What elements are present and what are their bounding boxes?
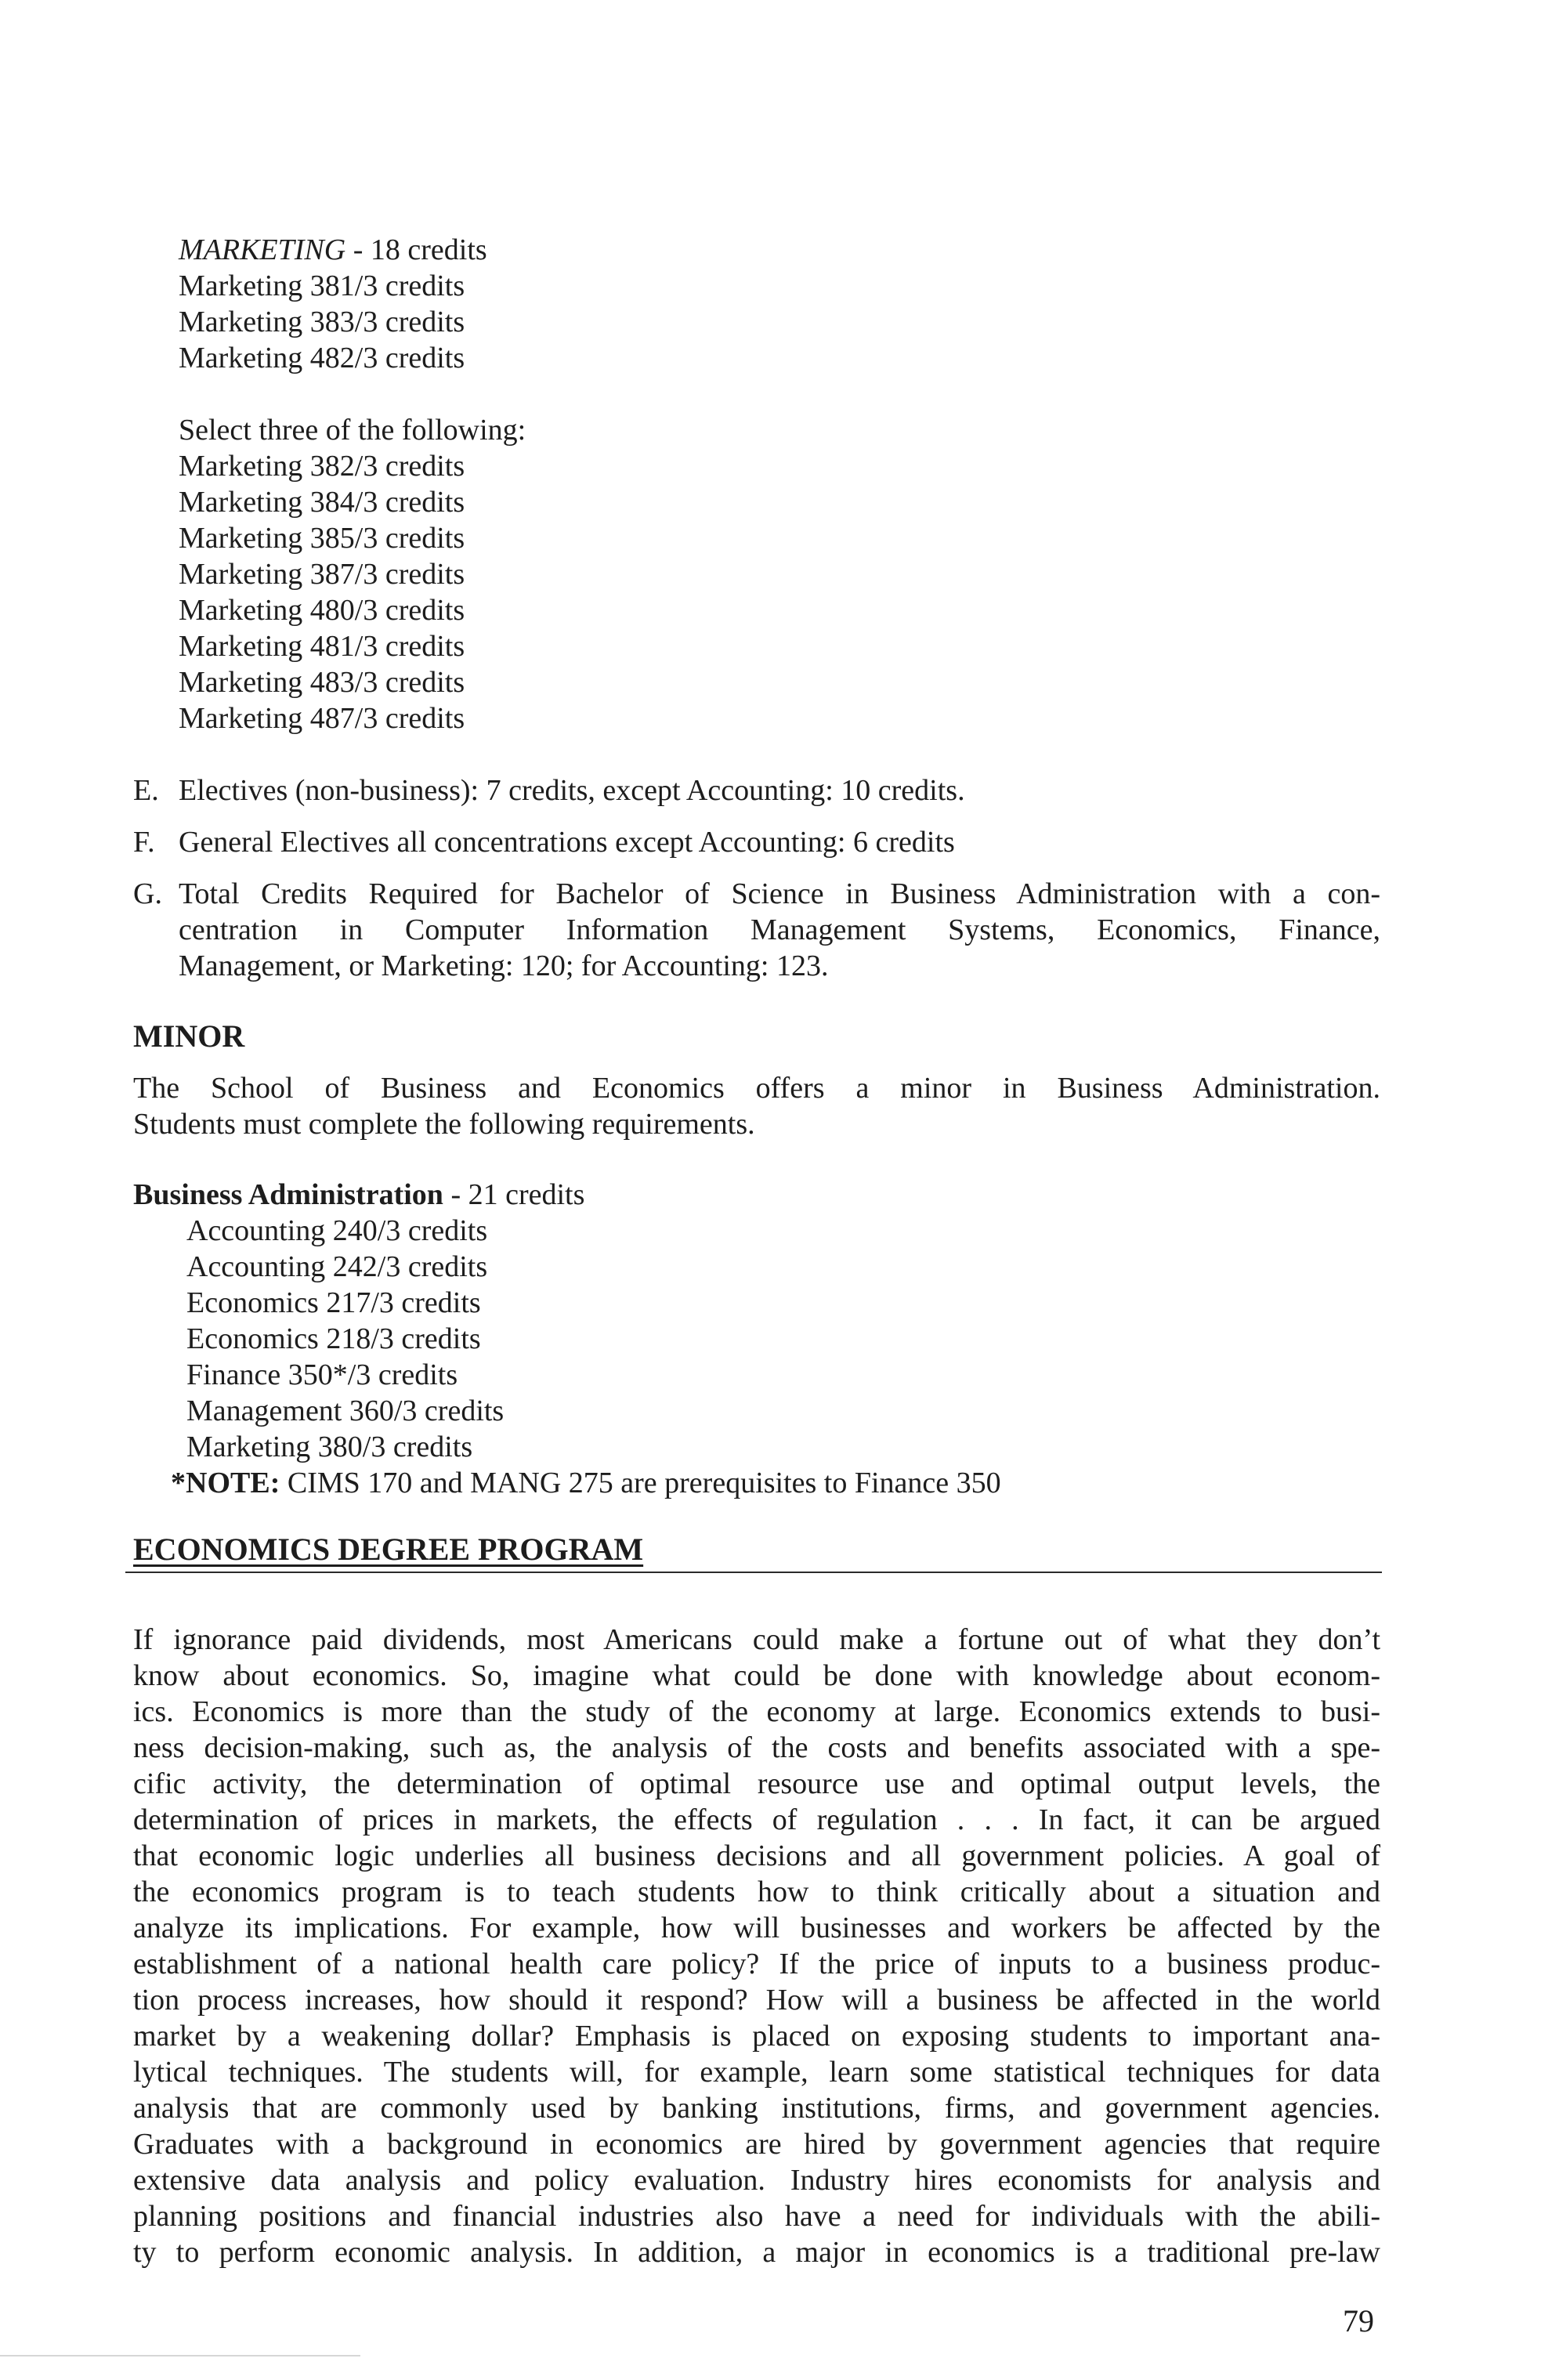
economics-paragraph-line: market by a weakening dollar? Emphasis is placed on exposing students to important ana- bbox=[133, 2020, 1380, 2053]
economics-paragraph-line: If ignorance paid dividends, most Americans could make a fortune out of what they don’t bbox=[133, 1623, 1380, 1656]
minor-course: Accounting 242/3 credits bbox=[186, 1250, 488, 1283]
business-admin-heading-line bbox=[133, 1177, 584, 1213]
minor-note-text: CIMS 170 and MANG 275 are prerequisites to Finance 350 bbox=[280, 1467, 1001, 1499]
marketing-heading: MARKETING bbox=[179, 233, 346, 266]
economics-paragraph-line: ness decision-making, such as, the analysis of the costs and benefits associated with a spe- bbox=[133, 1731, 1380, 1764]
marketing-heading-line bbox=[179, 232, 487, 268]
requirement-e-letter: E. bbox=[133, 774, 159, 807]
economics-paragraph-line: determination of prices in markets, the effects of regulation . . . In fact, it can be argued bbox=[133, 1803, 1380, 1836]
marketing-elective-course: Marketing 481/3 credits bbox=[179, 630, 465, 663]
requirement-f-letter: F. bbox=[133, 826, 155, 859]
minor-course: Economics 217/3 credits bbox=[186, 1286, 481, 1319]
marketing-elective-course: Marketing 382/3 credits bbox=[179, 450, 465, 483]
minor-course: Economics 218/3 credits bbox=[186, 1322, 481, 1355]
marketing-elective-course: Marketing 483/3 credits bbox=[179, 666, 465, 699]
business-admin-credits: - 21 credits bbox=[443, 1178, 585, 1211]
requirement-g-line: Management, or Marketing: 120; for Accounting: 123. bbox=[179, 949, 829, 982]
economics-paragraph-line: the economics program is to teach students how to think critically about a situation and bbox=[133, 1875, 1380, 1908]
requirement-e-text: Electives (non-business): 7 credits, except Accounting: 10 credits. bbox=[179, 774, 965, 807]
economics-paragraph-line: analyze its implications. For example, how will businesses and workers be affected by the bbox=[133, 1912, 1380, 1944]
marketing-credits: - 18 credits bbox=[345, 233, 487, 266]
minor-course: Management 360/3 credits bbox=[186, 1394, 505, 1427]
economics-paragraph-line: lytical techniques. The students will, for example, learn some statistical techniques for data bbox=[133, 2056, 1380, 2089]
scan-edge-mark bbox=[0, 2355, 360, 2356]
minor-heading: MINOR bbox=[133, 1018, 245, 1054]
page-number: 79 bbox=[1343, 2303, 1374, 2338]
marketing-elective-course: Marketing 384/3 credits bbox=[179, 486, 465, 519]
marketing-required-course: Marketing 383/3 credits bbox=[179, 306, 465, 338]
section-divider bbox=[125, 1572, 1382, 1573]
economics-paragraph-line: cific activity, the determination of optimal resource use and optimal output levels, the bbox=[133, 1767, 1380, 1800]
minor-intro-line: Students must complete the following requirements. bbox=[133, 1108, 755, 1141]
requirement-g-line: Total Credits Required for Bachelor of Science in Business Administration with a con- bbox=[179, 877, 1380, 910]
economics-paragraph-line: planning positions and financial industries also have a need for individuals with the abili- bbox=[133, 2200, 1380, 2233]
minor-course: Marketing 380/3 credits bbox=[186, 1431, 473, 1463]
economics-paragraph-line: tion process increases, how should it respond? How will a business be affected in the world bbox=[133, 1984, 1380, 2016]
economics-paragraph-line: analysis that are commonly used by banking institutions, firms, and government agencies. bbox=[133, 2092, 1380, 2125]
marketing-select-label: Select three of the following: bbox=[179, 414, 526, 447]
marketing-elective-course: Marketing 385/3 credits bbox=[179, 522, 465, 555]
marketing-elective-course: Marketing 480/3 credits bbox=[179, 594, 465, 627]
minor-course: Accounting 240/3 credits bbox=[186, 1214, 488, 1247]
requirement-g-line: centration in Computer Information Management Systems, Economics, Finance, bbox=[179, 913, 1380, 946]
minor-note-label: *NOTE: bbox=[171, 1467, 280, 1499]
minor-note bbox=[171, 1465, 1001, 1501]
marketing-required-course: Marketing 482/3 credits bbox=[179, 342, 465, 374]
business-admin-heading: Business Administration bbox=[133, 1178, 443, 1211]
marketing-elective-course: Marketing 487/3 credits bbox=[179, 702, 465, 735]
requirement-g-letter: G. bbox=[133, 877, 162, 910]
minor-course: Finance 350*/3 credits bbox=[186, 1358, 458, 1391]
economics-paragraph-line: establishment of a national health care policy? If the price of inputs to a business produc- bbox=[133, 1948, 1380, 1980]
economics-heading: ECONOMICS DEGREE PROGRAM bbox=[133, 1532, 644, 1567]
economics-paragraph-line: Graduates with a background in economics are hired by government agencies that require bbox=[133, 2128, 1380, 2161]
minor-intro-line: The School of Business and Economics offers a minor in Business Administration. bbox=[133, 1072, 1380, 1105]
economics-paragraph-line: ty to perform economic analysis. In addition, a major in economics is a traditional pre-law bbox=[133, 2236, 1380, 2269]
marketing-elective-course: Marketing 387/3 credits bbox=[179, 558, 465, 591]
economics-paragraph-line: know about economics. So, imagine what could be done with knowledge about econom- bbox=[133, 1659, 1380, 1692]
marketing-required-course: Marketing 381/3 credits bbox=[179, 269, 465, 302]
economics-paragraph-line: ics. Economics is more than the study of the economy at large. Economics extends to busi- bbox=[133, 1695, 1380, 1728]
requirement-f-text: General Electives all concentrations except Accounting: 6 credits bbox=[179, 826, 955, 859]
economics-paragraph-line: that economic logic underlies all business decisions and all government policies. A goal of bbox=[133, 1839, 1380, 1872]
economics-paragraph-line: extensive data analysis and policy evaluation. Industry hires economists for analysis and bbox=[133, 2164, 1380, 2197]
